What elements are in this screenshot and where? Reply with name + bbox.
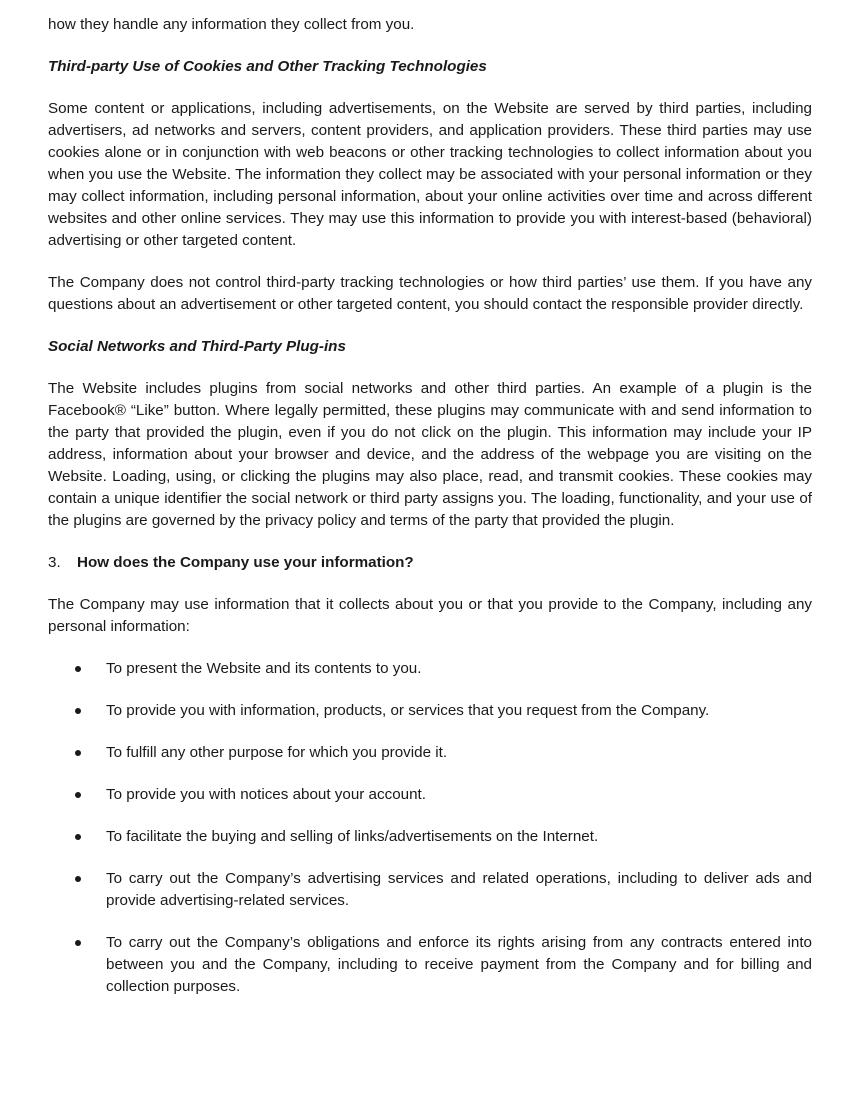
list-item <box>48 932 812 998</box>
section-title: How does the Company use your information? <box>77 554 414 571</box>
bullet-icon <box>48 700 106 722</box>
list-item <box>48 658 812 680</box>
list-item <box>48 742 812 764</box>
list-item-text: To facilitate the buying and selling of links/advertisements on the Internet. <box>106 828 599 845</box>
list-item <box>48 784 812 806</box>
bullet-icon <box>48 932 106 998</box>
cookies-section-heading: Third-party Use of Cookies and Other Tracking Technologies <box>48 58 487 75</box>
list-item-text: To carry out the Company’s obligations and enforce its rights arising from any contracts entered into between you and the Company, including to receive payment from the Company and for billing and collection purposes. <box>106 934 812 995</box>
list-item-text: To provide you with information, products, or services that you request from the Company. <box>106 702 710 719</box>
document-page <box>48 14 812 1018</box>
use-bullet-list <box>48 658 812 998</box>
social-paragraph: The Website includes plugins from social networks and other third parties. An example of a plugin is the Facebook® “Like” button. Where legally permitted, these plugins may communicate with and send information to the party that provided the plugin, even if you do not click on the plugin. This information may include your IP address, information about your browser and device, and the address of the webpage you are visiting on the Website. Loading, using, or clicking the plugins may also place, read, and transmit cookies. These cookies may contain a unique identifier the social network or third party assigns you. The loading, functionality, and your use of the plugins are governed by the privacy policy and terms of the party that provided the plugin. <box>48 380 812 529</box>
list-item-text: To provide you with notices about your account. <box>106 786 426 803</box>
list-item-text: To present the Website and its contents to you. <box>106 660 422 677</box>
list-item-text: To fulfill any other purpose for which you provide it. <box>106 744 448 761</box>
intro-tail-text: how they handle any information they collect from you. <box>48 16 415 33</box>
cookies-paragraph-1: Some content or applications, including advertisements, on the Website are served by third parties, including advertisers, ad networks and servers, content providers, and application providers. These third parties may use cookies alone or in conjunction with web beacons or other tracking technologies to collect information about you when you use the Website. The information they collect may be associated with your personal information or they may collect information, including personal information, about your online activities over time and across different websites and other online services. They may use this information to provide you with interest-based (behavioral) advertising or other targeted content. <box>48 100 812 249</box>
list-item <box>48 868 812 912</box>
cookies-paragraph-2: The Company does not control third-party tracking technologies or how third parties’ use them. If you have any questions about an advertisement or other targeted content, you should contact the responsible provider directly. <box>48 274 812 313</box>
list-item <box>48 700 812 722</box>
bullet-icon <box>48 826 106 848</box>
list-item-text: To carry out the Company’s advertising services and related operations, including to deliver ads and provide advertising-related services. <box>106 870 812 909</box>
section-number: 3. <box>48 554 61 571</box>
bullet-icon <box>48 742 106 764</box>
bullet-icon <box>48 868 106 912</box>
use-section-heading <box>48 552 812 574</box>
bullet-icon <box>48 784 106 806</box>
bullet-icon <box>48 658 106 680</box>
use-section-intro: The Company may use information that it collects about you or that you provide to the Company, including any personal information: <box>48 596 812 635</box>
social-section-heading: Social Networks and Third-Party Plug-ins <box>48 338 346 355</box>
list-item <box>48 826 812 848</box>
